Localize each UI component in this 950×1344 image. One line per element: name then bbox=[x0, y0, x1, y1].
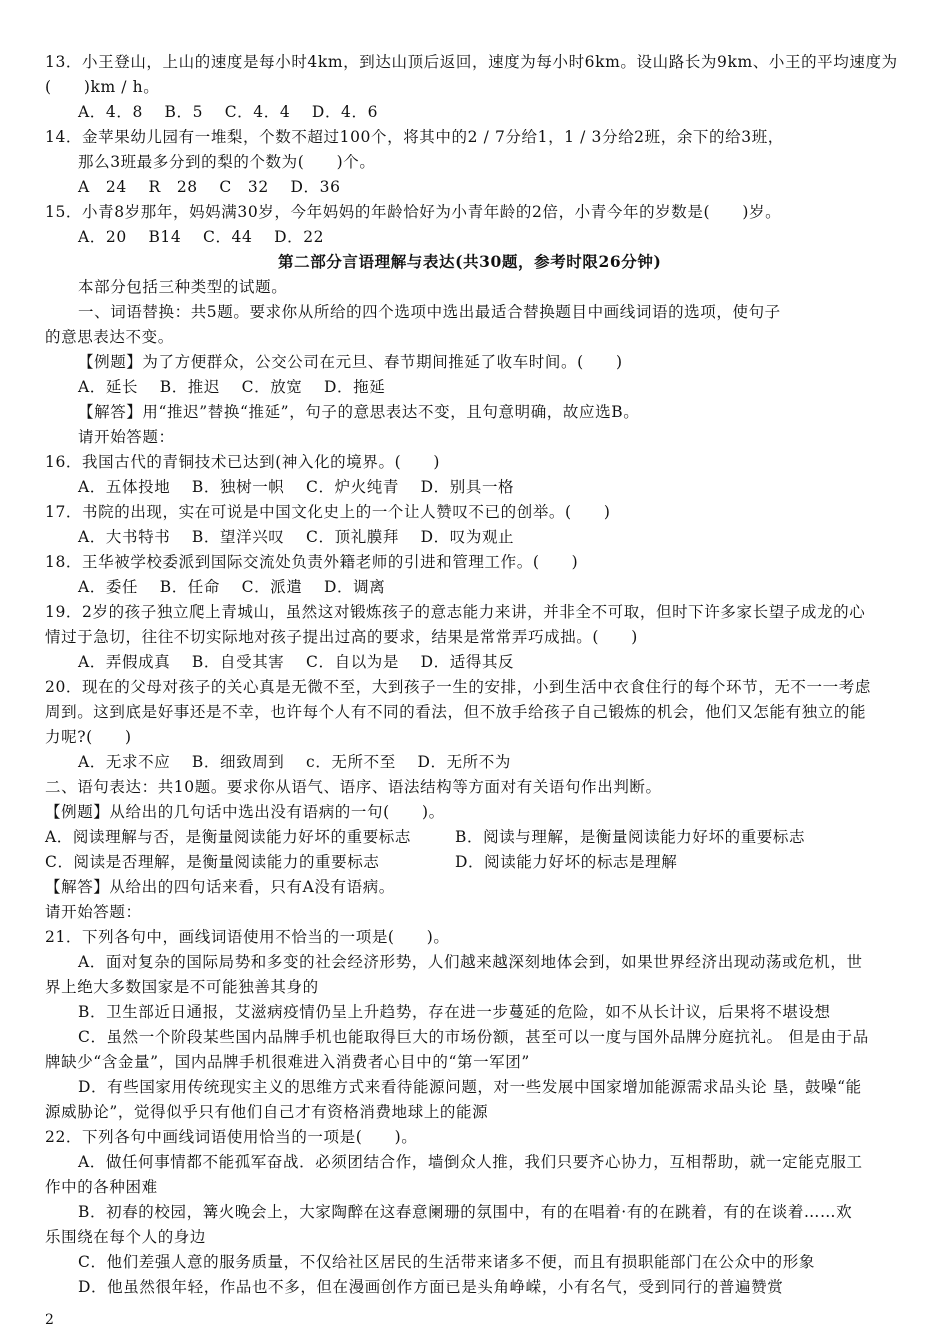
q13-line1: 13．小王登山，上山的速度是每小时4km，到达山顶后返回，速度为每小时6km。设山路长为9km、小王的平均速度为 bbox=[45, 53, 898, 71]
q13-options: A．4．8 B．5 C．4．4 D．4．6 bbox=[78, 103, 379, 121]
q21-stem: 21．下列各句中，画线词语使用不恰当的一项是( )。 bbox=[45, 928, 450, 946]
q21-option-a-line1: A．面对复杂的国际局势和多变的社会经济形势，人们越来越深刻地体会到，如果世界经济出现动荡或危机，世 bbox=[78, 953, 863, 971]
q19-line1: 19．2岁的孩子独立爬上青城山，虽然这对锻炼孩子的意志能力来讲，并非全不可取，但时下许多家长望子成龙的心 bbox=[45, 603, 866, 621]
part2-example-answer: 【解答】从给出的四句话来看，只有A没有语病。 bbox=[45, 878, 395, 896]
example-answer: 【解答】用“推迟”替换“推延”，句子的意思表达不变，且句意明确，故应选B。 bbox=[78, 403, 640, 421]
q21-option-d-line2: 源威胁论”，觉得似乎只有他们自己才有资格消费地球上的能源 bbox=[45, 1103, 489, 1121]
q22-option-b-line1: B．初春的校园，篝火晚会上，大家陶醉在这春意阑珊的氛围中，有的在唱着·有的在跳着，有的在谈着……欢 bbox=[78, 1203, 853, 1221]
q22-option-a-line2: 作中的各种困难 bbox=[45, 1178, 158, 1196]
q16-options: A．五体投地 B．独树一帜 C．炉火纯青 D．别具一格 bbox=[78, 478, 515, 496]
q20-line1: 20．现在的父母对孩子的关心真是无微不至，大到孩子一生的安排，小到生活中衣食住行的每个环节，无不一一考虑 bbox=[45, 678, 871, 696]
q20-line3: 力呢?( ) bbox=[45, 728, 132, 746]
q21-option-a-line2: 界上绝大多数国家是不可能独善其身的 bbox=[45, 978, 319, 996]
part2-start-answering: 请开始答题： bbox=[45, 903, 142, 921]
q13-line2: ( )km / h。 bbox=[45, 78, 160, 96]
section-intro: 本部分包括三种类型的试题。 bbox=[78, 278, 288, 296]
q19-line2: 情过于急切，往往不切实际地对孩子提出过高的要求，结果是常常弄巧成拙。( ) bbox=[45, 628, 638, 646]
q14-options: A 24 R 28 C 32 D．36 bbox=[78, 178, 341, 196]
part2-example-option-a: A．阅读理解与否，是衡量阅读能力好坏的重要标志 bbox=[45, 828, 411, 846]
q21-option-c-line1: C．虽然一个阶段某些国内品牌手机也能取得巨大的市场份额，甚至可以一度与国外品牌分庭抗礼。 但是由于品 bbox=[78, 1028, 869, 1046]
part2-instructions: 二、语句表达：共10题。要求你从语气、语序、语法结构等方面对有关语句作出判断。 bbox=[45, 778, 662, 796]
q22-stem: 22．下列各句中画线词语使用恰当的一项是( )。 bbox=[45, 1128, 418, 1146]
q14-line2: 那么3班最多分到的梨的个数为( )个。 bbox=[78, 153, 376, 171]
q22-option-b-line2: 乐围绕在每个人的身边 bbox=[45, 1228, 207, 1246]
q20-options: A．无求不应 B．细致周到 c．无所不至 D．无所不为 bbox=[78, 753, 511, 771]
example-question: 【例题】为了方便群众，公交公司在元旦、春节期间推延了收车时间。( ) bbox=[78, 353, 623, 371]
q17-line1: 17．书院的出现，实在可说是中国文化史上的一个让人赞叹不已的创举。( ) bbox=[45, 503, 611, 521]
q20-line2: 周到。这到底是好事还是不幸，也许每个人有不同的看法，但不放手给孩子自己锻炼的机会，他们又怎能有独立的能 bbox=[45, 703, 867, 721]
q19-options: A．弄假成真 B．自受其害 C．自以为是 D．适得其反 bbox=[78, 653, 515, 671]
page-number: 2 bbox=[45, 1312, 54, 1328]
q22-option-a-line1: A．做任何事情都不能孤军奋战．必须团结合作，墙倒众人推，我们只要齐心协力，互相帮助，就一定能克服工 bbox=[78, 1153, 863, 1171]
part1-instructions-line1: 一、词语替换：共5题。要求你从所给的四个选项中选出最适合替换题目中画线词语的选项，使句子 bbox=[78, 303, 781, 321]
q22-option-d: D．他虽然很年轻，作品也不多，但在漫画创作方面已是头角峥嵘，小有名气，受到同行的普遍赞赏 bbox=[78, 1278, 784, 1296]
q14-line1: 14．金苹果幼儿园有一堆梨，个数不超过100个，将其中的2 / 7分给1，1 / 3分给2班，余下的给3班， bbox=[45, 128, 784, 146]
section-heading: 第二部分言语理解与表达(共30题，参考时限26分钟) bbox=[278, 252, 662, 271]
example-options: A．延长 B．推迟 C．放宽 D．拖延 bbox=[78, 378, 386, 396]
q22-option-c: C．他们差强人意的服务质量，不仅给社区居民的生活带来诸多不便，而且有损职能部门在公众中的形象 bbox=[78, 1253, 815, 1271]
start-answering: 请开始答题： bbox=[78, 428, 175, 446]
q21-option-d-line1: D．有些国家用传统现实主义的思维方式来看待能源问题，对一些发展中国家增加能源需求品头论 垦，鼓噪“能 bbox=[78, 1078, 862, 1096]
part1-instructions-line2: 的意思表达不变。 bbox=[45, 328, 174, 346]
q15-line1: 15．小青8岁那年，妈妈满30岁，今年妈妈的年龄恰好为小青年龄的2倍，小青今年的岁数是( )岁。 bbox=[45, 203, 782, 221]
q21-option-b: B．卫生部近日通报，艾滋病疫情仍呈上升趋势，存在进一步蔓延的危险，如不从长计议，后果将不堪设想 bbox=[78, 1003, 831, 1021]
part2-example-option-d: D．阅读能力好坏的标志是理解 bbox=[455, 853, 678, 871]
part2-example-option-c: C．阅读是否理解，是衡量阅读能力的重要标志 bbox=[45, 853, 380, 871]
q18-line1: 18．王华被学校委派到国际交流处负责外籍老师的引进和管理工作。( ) bbox=[45, 553, 579, 571]
q15-options: A．20 B14 C．44 D．22 bbox=[78, 228, 325, 246]
q18-options: A．委任 B．任命 C．派遣 D．调离 bbox=[78, 578, 386, 596]
part2-example-question: 【例题】从给出的几句话中选出没有语病的一句( )。 bbox=[45, 803, 445, 821]
q16-line1: 16．我国古代的青铜技术已达到(神入化的境界。( ) bbox=[45, 453, 441, 471]
q21-option-c-line2: 牌缺少“含金量”，国内品牌手机很难进入消费者心目中的“第一军团” bbox=[45, 1053, 530, 1071]
part2-example-option-b: B．阅读与理解，是衡量阅读能力好坏的重要标志 bbox=[455, 828, 806, 846]
q17-options: A．大书特书 B．望洋兴叹 C．顶礼膜拜 D．叹为观止 bbox=[78, 528, 515, 546]
